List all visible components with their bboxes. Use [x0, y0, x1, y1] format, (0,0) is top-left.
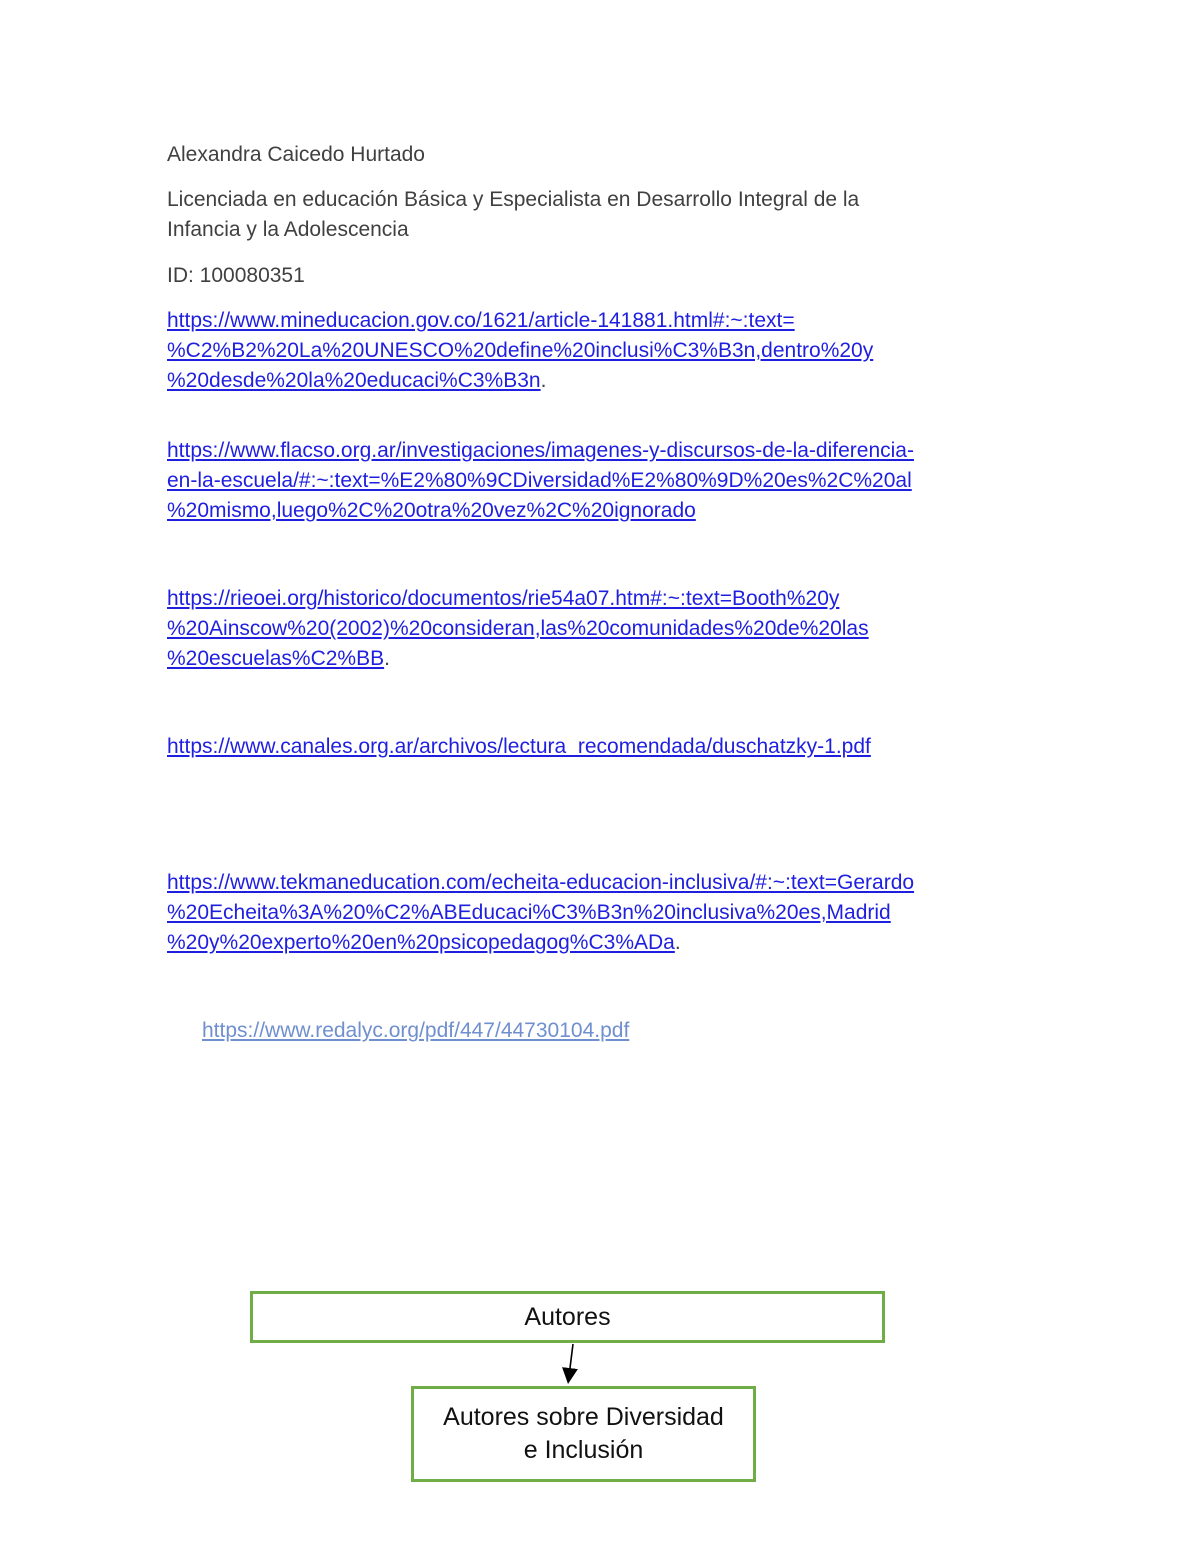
link-line[interactable]: https://www.tekmaneducation.com/echeita-educacion-inclusiva/#:~:text=Gerardo — [167, 871, 915, 894]
link-line[interactable]: %20y%20experto%20en%20psicopedagog%C3%ADa — [167, 931, 675, 954]
link-line[interactable]: https://www.canales.org.ar/archivos/lectura_recomendada/duschatzky-1.pdf — [167, 735, 871, 758]
diagram-box-label-line-2: e Inclusión — [523, 1436, 644, 1464]
author-title-line-1: Licenciada en educación Básica y Especialista en Desarrollo Integral de la — [167, 188, 860, 211]
link-line[interactable]: %20mismo,luego%2C%20otra%20vez%2C%20ignorado — [167, 499, 696, 522]
link-line[interactable]: https://rieoei.org/historico/documentos/rie54a07.htm#:~:text=Booth%20y — [167, 587, 840, 610]
link-line[interactable]: %20Ainscow%20(2002)%20consideran,las%20comunidades%20de%20las — [167, 617, 869, 640]
diagram-box-diversidad-inclusion — [411, 1386, 756, 1482]
diagram-box-label-line-1: Autores sobre Diversidad — [443, 1403, 724, 1431]
link-line[interactable]: %20escuelas%C2%BB — [167, 647, 385, 670]
author-name: Alexandra Caicedo Hurtado — [167, 143, 425, 166]
author-title-line-2: Infancia y la Adolescencia — [167, 218, 409, 241]
link-line[interactable]: %20desde%20la%20educaci%C3%B3n — [167, 369, 541, 392]
link-suffix: . — [540, 369, 547, 392]
link-line[interactable]: https://www.redalyc.org/pdf/447/44730104.pdf — [202, 1019, 630, 1042]
link-suffix: . — [674, 931, 681, 954]
author-id: ID: 100080351 — [167, 264, 305, 287]
link-suffix: . — [384, 647, 390, 670]
link-line[interactable]: en-la-escuela/#:~:text=%E2%80%9CDiversidad%E2%80%9D%20es%2C%20al — [167, 469, 912, 492]
link-line[interactable]: %20Echeita%3A%20%C2%ABEducaci%C3%B3n%20inclusiva%20es,Madrid — [167, 901, 891, 924]
diagram-box-label: Autores — [524, 1302, 611, 1331]
link-line[interactable]: https://www.flacso.org.ar/investigaciones/imagenes-y-discursos-de-la-diferencia- — [167, 439, 914, 462]
link-line[interactable]: %C2%B2%20La%20UNESCO%20define%20inclusi%C3%B3n,dentro%20y — [167, 339, 874, 362]
link-line[interactable]: https://www.mineducacion.gov.co/1621/article-141881.html#:~:text= — [167, 309, 795, 332]
